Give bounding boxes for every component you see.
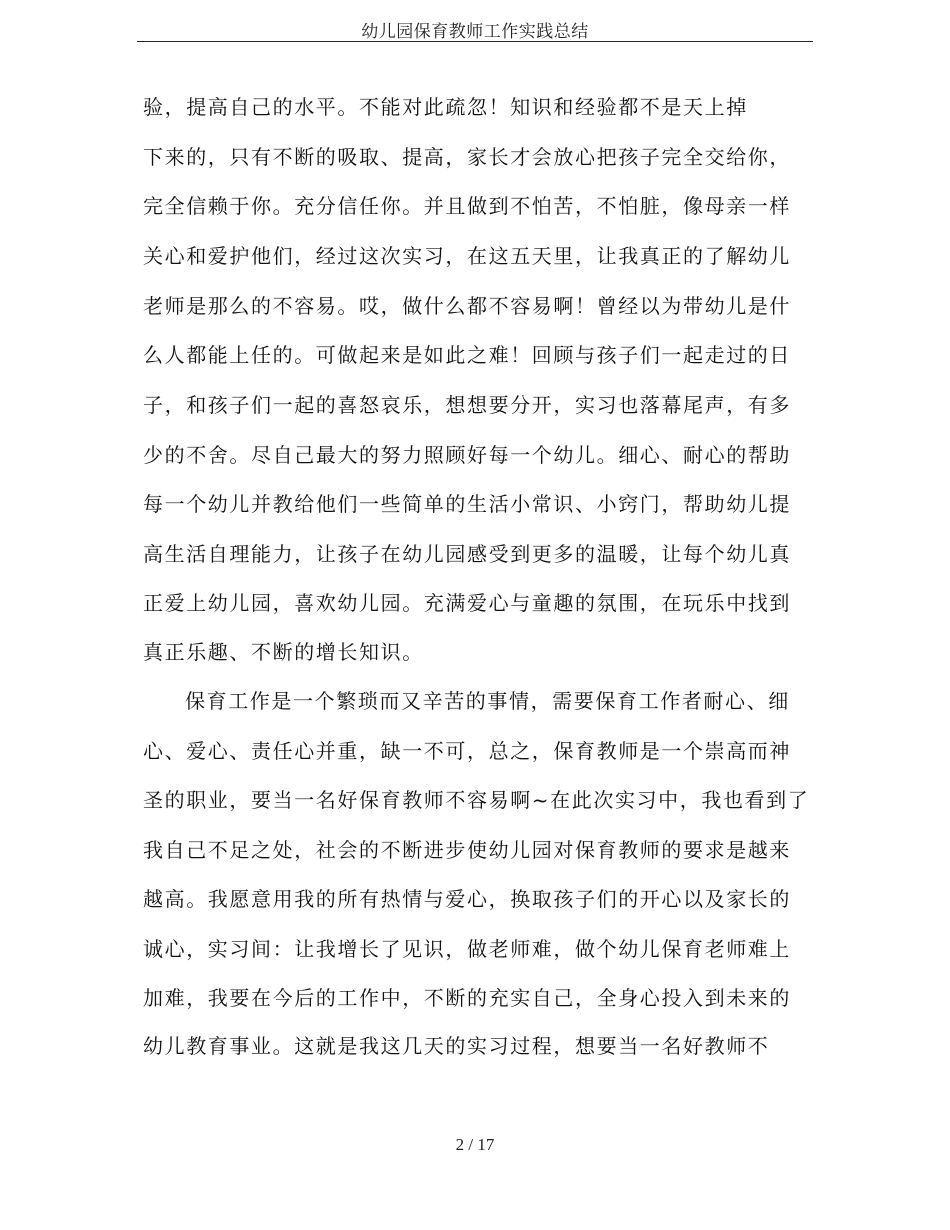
text-line: 我自己不足之处，社会的不断进步使幼儿园对保育教师的要求是越来	[143, 838, 791, 862]
text-line: 心、爱心、责任心并重，缺一不可，总之，保育教师是一个崇高而神	[143, 739, 791, 763]
text-line: 正爱上幼儿园，喜欢幼儿园。充满爱心与童趣的氛围，在玩乐中找到	[143, 591, 791, 615]
text-line: 关心和爱护他们，经过这次实习，在这五天里，让我真正的了解幼儿	[143, 244, 791, 268]
text-line: 诚心，实习间：让我增长了见识，做老师难，做个幼儿保育老师难上	[143, 937, 791, 961]
text-line: 加难，我要在今后的工作中，不断的充实自己，全身心投入到未来的	[143, 986, 791, 1010]
text-line: 高生活自理能力，让孩子在幼儿园感受到更多的温暖，让每个幼儿真	[143, 542, 791, 566]
text-line: 少的不舍。尽自己最大的努力照顾好每一个幼儿。细心、耐心的帮助	[143, 443, 791, 467]
text-line: 子，和孩子们一起的喜怒哀乐，想想要分开，实习也落幕尾声，有多	[143, 393, 791, 417]
text-line: 么人都能上任的。可做起来是如此之难！回顾与孩子们一起走过的日	[143, 343, 791, 367]
text-line: 圣的职业，要当一名好保育教师不容易啊~在此次实习中，我也看到了	[143, 788, 810, 812]
text-line: 越高。我愿意用我的所有热情与爱心，换取孩子们的开心以及家长的	[143, 887, 791, 911]
page-header	[137, 14, 813, 42]
text-line: 真正乐趣、不断的增长知识。	[143, 640, 424, 664]
text-line: 下来的，只有不断的吸取、提高，家长才会放心把孩子完全交给你，	[143, 145, 791, 169]
text-line: 每一个幼儿并教给他们一些简单的生活小常识、小窍门，帮助幼儿提	[143, 492, 791, 516]
text-line: 老师是那么的不容易。哎，做什么都不容易啊！曾经以为带幼儿是什	[143, 294, 791, 318]
text-line: 完全信赖于你。充分信任你。并且做到不怕苦，不怕脏，像母亲一样	[143, 194, 791, 218]
document-title: 幼儿园保育教师工作实践总结	[361, 22, 589, 42]
paragraph-first-line: 保育工作是一个繁琐而又辛苦的事情，需要保育工作者耐心、细	[185, 689, 790, 713]
page-number: 2 / 17	[455, 1135, 495, 1154]
text-line: 幼儿教育事业。这就是我这几天的实习过程，想要当一名好教师不	[143, 1034, 770, 1058]
text-line: 验，提高自己的水平。不能对此疏忽！知识和经验都不是天上掉	[143, 95, 748, 119]
